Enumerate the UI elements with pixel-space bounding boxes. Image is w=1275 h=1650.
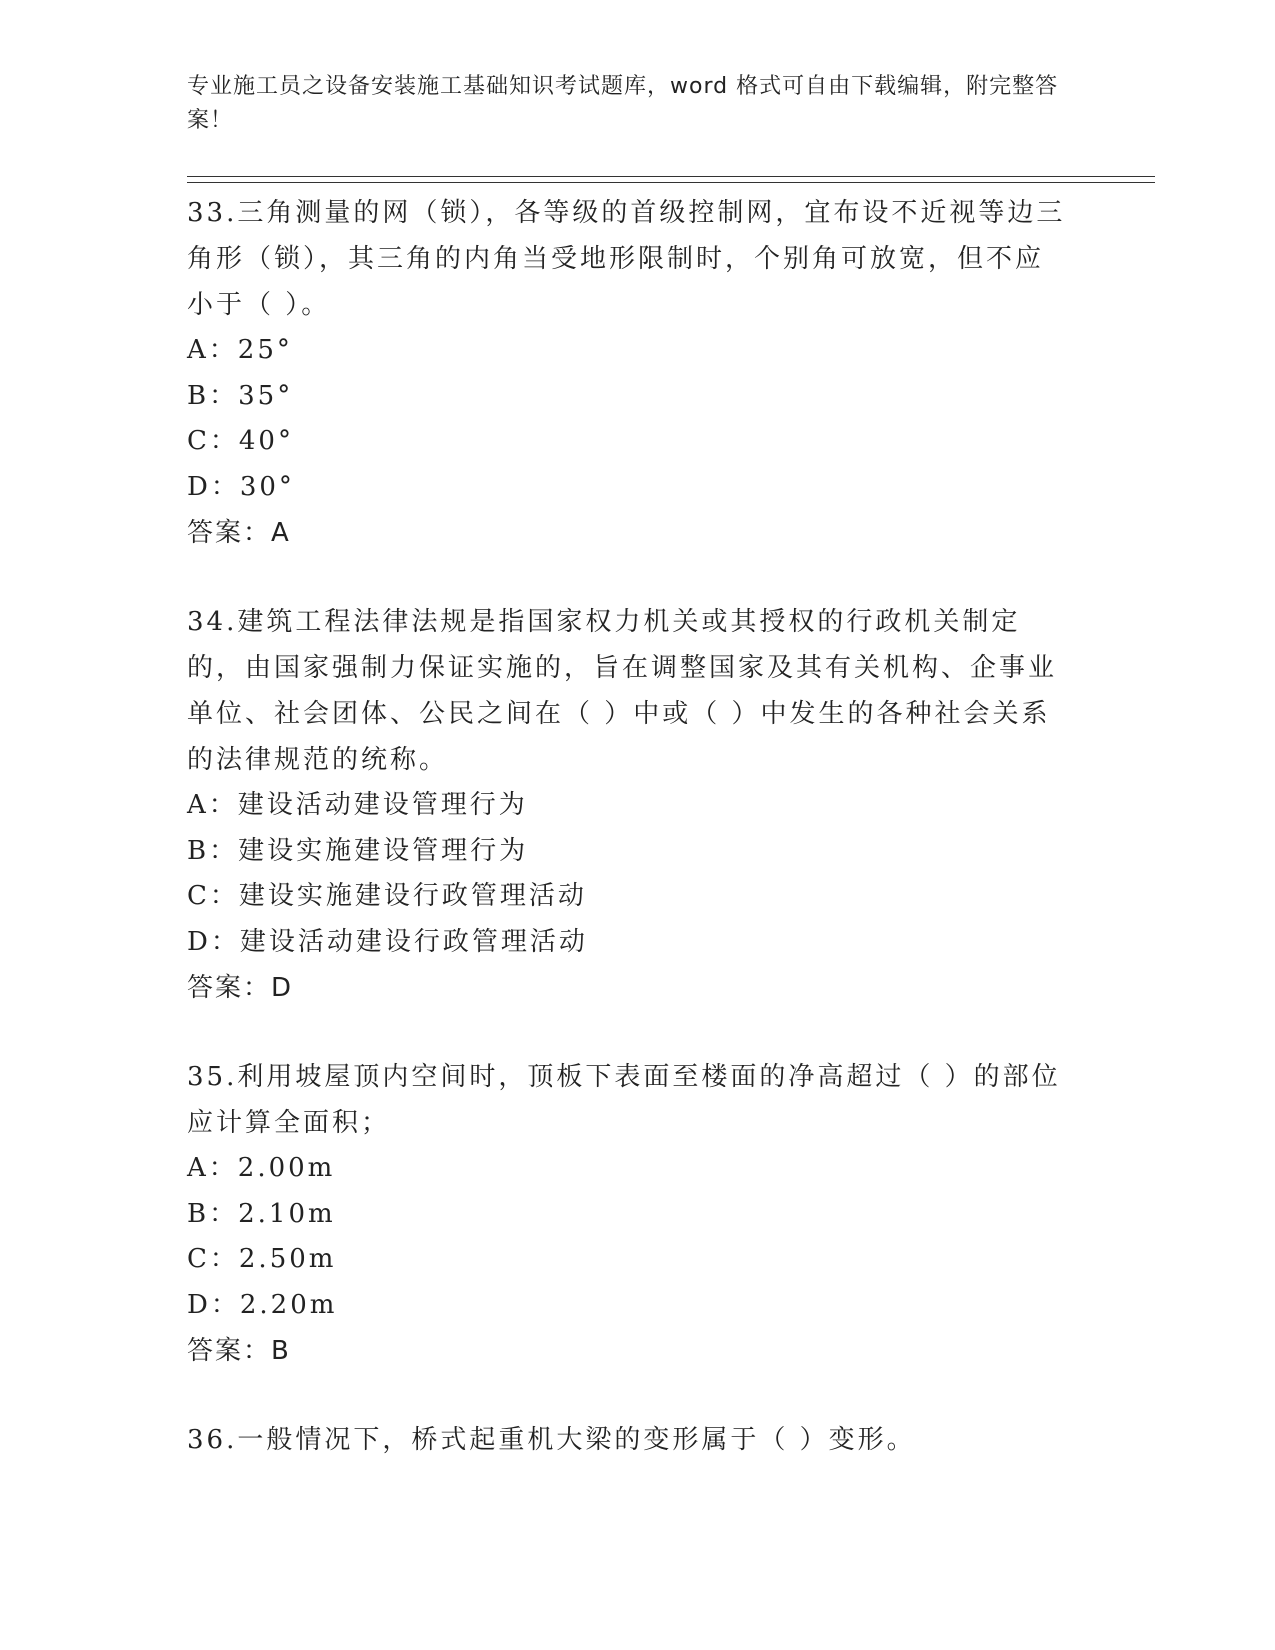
option-d: D：2.20m — [187, 1289, 338, 1320]
option-c: C：2.50m — [187, 1244, 337, 1274]
question-34 — [187, 599, 1067, 1011]
option-c: C：40° — [187, 426, 294, 456]
question-stem: 33.三角测量的网（锁），各等级的首级控制网，宜布设不近视等边三角形（锁），其三角的内角当受地形限制时，个别角可放宽，但不应小于（ ）。 — [187, 198, 1066, 320]
question-stem: 36.一般情况下，桥式起重机大梁的变形属于（ ）变形。 — [187, 1425, 916, 1455]
question-list — [187, 190, 1067, 1506]
question-35 — [187, 1054, 1067, 1374]
option-d: D：建设活动建设行政管理活动 — [187, 926, 588, 957]
question-stem: 34.建筑工程法律法规是指国家权力机关或其授权的行政机关制定的，由国家强制力保证实施的，旨在调整国家及其有关机构、企事业单位、社会团体、公民之间在（ ）中或（ ）中发生的各种社会关系的法律规范的统称。 — [187, 607, 1058, 775]
option-b: B：建设实施建设管理行为 — [187, 835, 529, 866]
question-36 — [187, 1417, 1067, 1463]
option-a: A：建设活动建设管理行为 — [187, 790, 528, 820]
option-c: C：建设实施建设行政管理活动 — [187, 881, 587, 911]
question-stem: 35.利用坡屋顶内空间时，顶板下表面至楼面的净高超过（ ）的部位应计算全面积； — [187, 1062, 1061, 1138]
answer: 答案：B — [187, 1336, 291, 1366]
answer: 答案：D — [187, 973, 294, 1003]
option-a: A：2.00m — [187, 1153, 336, 1183]
header-divider-top — [187, 176, 1155, 177]
document-header: 专业施工员之设备安装施工基础知识考试题库，word 格式可自由下载编辑，附完整答案！ — [187, 74, 1059, 133]
option-b: B：2.10m — [187, 1198, 336, 1229]
option-b: B：35° — [187, 380, 294, 411]
option-a: A：25° — [187, 335, 293, 365]
header-divider-bottom — [187, 182, 1155, 183]
option-d: D：30° — [187, 471, 295, 502]
answer: 答案：A — [187, 518, 291, 548]
question-33 — [187, 190, 1067, 556]
